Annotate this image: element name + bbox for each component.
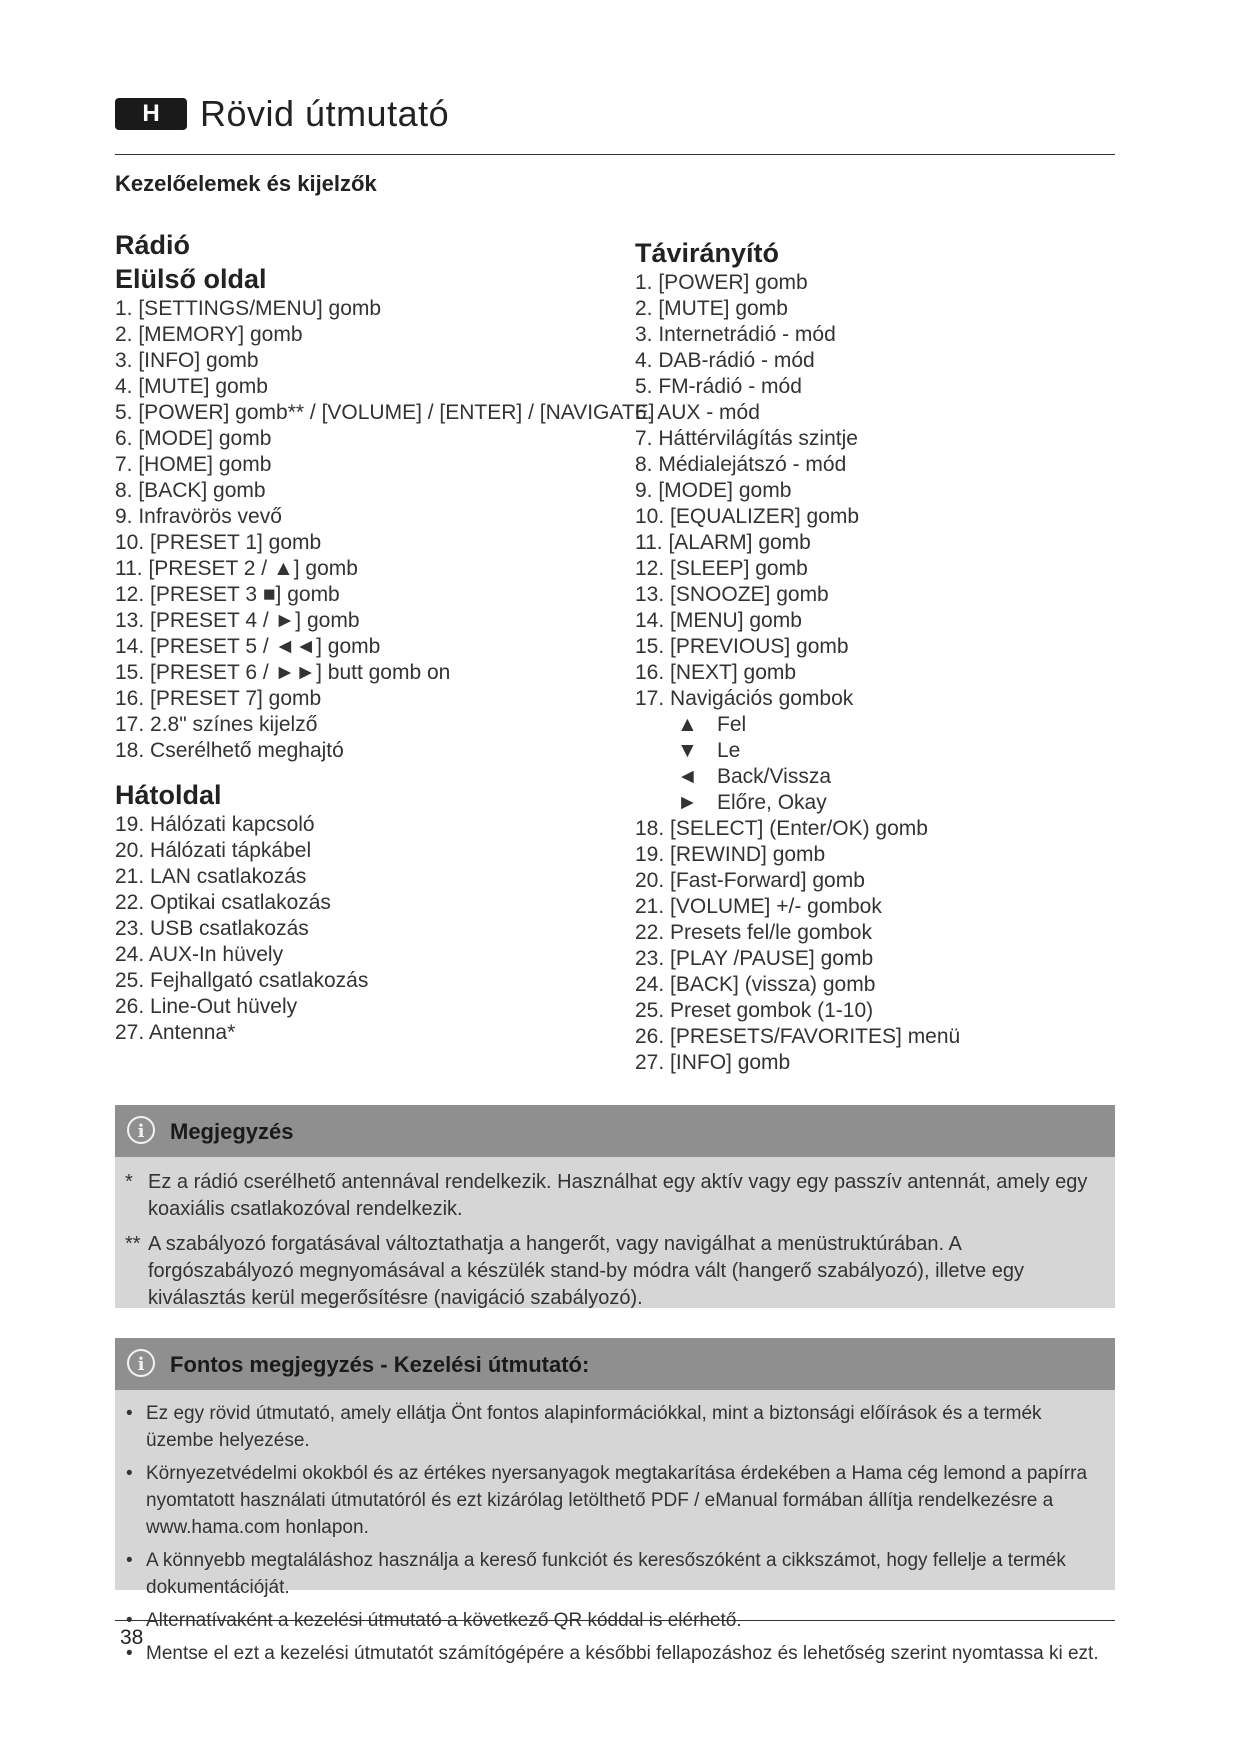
list-item: 3. Internetrádió - mód bbox=[635, 323, 836, 346]
important-body bbox=[115, 1390, 1115, 1667]
bullet-item: • Környezetvédelmi okokból és az értékes nyersanyagok megtakarítása érdekében a Hama cég lemond a papírra nyomtatott használati útmutatóról és ezt kizárólag letölthető PDF / eManual formában állítja rendelkezésre a www.hama.com honlapon. bbox=[115, 1460, 1101, 1541]
bullet-item: • Mentse el ezt a kezelési útmutatót számítógépére a későbbi fellapozáshoz és lehetőség szerint nyomtassa ki ezt. bbox=[115, 1640, 1101, 1667]
footnote: * Ez a rádió cserélhető antennával rendelkezik. Használhat egy aktív vagy egy passzív antennát, amely egy koaxiális csatlakozóval rendelkezik. bbox=[125, 1171, 1088, 1220]
bullet-item: • Ez egy rövid útmutató, amely ellátja Önt fontos alapinformációkkal, mint a biztonsági előírások és a termék üzembe helyezése. bbox=[115, 1400, 1101, 1454]
list-item: 1. [SETTINGS/MENU] gomb bbox=[115, 297, 382, 320]
list-item: 3. [INFO] gomb bbox=[115, 349, 259, 372]
back-heading: Hátoldal bbox=[115, 780, 222, 810]
note-title: Megjegyzés bbox=[170, 1119, 294, 1144]
radio-heading: Rádió bbox=[115, 230, 191, 260]
list-item: 27. [INFO] gomb bbox=[635, 1051, 791, 1074]
list-item: 14. [PRESET 5 / ◄◄] gomb bbox=[115, 635, 381, 658]
note-header bbox=[115, 1105, 1115, 1157]
list-item: 27. Antenna* bbox=[115, 1021, 236, 1044]
list-item: 18. Cserélhető meghajtó bbox=[115, 739, 344, 762]
list-item: 13. [SNOOZE] gomb bbox=[635, 583, 829, 606]
list-item: 8. [BACK] gomb bbox=[115, 479, 266, 502]
front-heading: Elülső oldal bbox=[115, 264, 267, 294]
list-item: 7. Háttérvilágítás szintje bbox=[635, 427, 858, 450]
note-body bbox=[115, 1157, 1115, 1312]
list-item: 10. [PRESET 1] gomb bbox=[115, 531, 322, 554]
list-item: 20. [Fast-Forward] gomb bbox=[635, 869, 865, 892]
nav-subitem-back: ◄ Back/Vissza bbox=[677, 765, 831, 788]
list-item: 1. [POWER] gomb bbox=[635, 271, 808, 294]
info-icon: i bbox=[127, 1116, 155, 1144]
list-item: 23. USB csatlakozás bbox=[115, 917, 309, 940]
arrow-right-icon: ► bbox=[677, 791, 698, 814]
nav-subitem-up: ▲ Fel bbox=[677, 713, 747, 736]
page-title: Rövid útmutató bbox=[200, 93, 450, 134]
arrow-left-icon: ◄ bbox=[677, 765, 698, 788]
list-item: 16. [PRESET 7] gomb bbox=[115, 687, 322, 710]
list-item: 23. [PLAY /PAUSE] gomb bbox=[635, 947, 874, 970]
list-item: 9. Infravörös vevő bbox=[115, 505, 282, 528]
footnote: ** A szabályozó forgatásával változtathatja a hangerőt, vagy navigálhat a menüstruktúrában. A forgószabályozó megnyomásával a készülék stand-by módra vált (hangerő szabályozó), illetve egy kiválasztás kerül megerősítésre (navigáció szabályozó). bbox=[125, 1233, 1025, 1309]
list-item: 9. [MODE] gomb bbox=[635, 479, 792, 502]
list-item: 15. [PRESET 6 / ►►] butt gomb on bbox=[115, 661, 451, 684]
arrow-up-icon: ▲ bbox=[677, 713, 698, 736]
bullet-item: • Alternatívaként a kezelési útmutató a következő QR kóddal is elérhető. bbox=[115, 1607, 1101, 1634]
info-icon: i bbox=[127, 1349, 155, 1377]
list-item: 26. Line-Out hüvely bbox=[115, 995, 298, 1018]
list-item: 12. [PRESET 3 ■] gomb bbox=[115, 583, 340, 606]
back-list bbox=[115, 812, 635, 1046]
remote-list bbox=[635, 270, 1115, 1076]
list-item: 2. [MEMORY] gomb bbox=[115, 323, 303, 346]
list-item: 18. [SELECT] (Enter/OK) gomb bbox=[635, 817, 928, 840]
list-item: 22. Presets fel/le gombok bbox=[635, 921, 872, 944]
list-item: 16. [NEXT] gomb bbox=[635, 661, 797, 684]
list-item: 22. Optikai csatlakozás bbox=[115, 891, 331, 914]
list-item: 6. [MODE] gomb bbox=[115, 427, 272, 450]
list-item: 21. [VOLUME] +/- gombok bbox=[635, 895, 882, 918]
list-item: 8. Médialejátszó - mód bbox=[635, 453, 847, 476]
note-box bbox=[115, 1105, 1115, 1308]
list-item: 4. [MUTE] gomb bbox=[115, 375, 268, 398]
list-item: 15. [PREVIOUS] gomb bbox=[635, 635, 849, 658]
list-item: 11. [ALARM] gomb bbox=[635, 531, 811, 554]
nav-subitem-forward: ► Előre, Okay bbox=[677, 791, 827, 814]
list-item: 17. Navigációs gombok bbox=[635, 687, 854, 710]
list-item: 4. DAB-rádió - mód bbox=[635, 349, 815, 372]
top-divider bbox=[115, 154, 1115, 155]
important-header bbox=[115, 1338, 1115, 1390]
list-item: 5. FM-rádió - mód bbox=[635, 375, 802, 398]
page-number: 38 bbox=[120, 1626, 144, 1649]
section-title: Kezelőelemek és kijelzők bbox=[115, 171, 377, 196]
nav-subitem-down: ▼ Le bbox=[677, 739, 741, 762]
list-item: 7. [HOME] gomb bbox=[115, 453, 272, 476]
radio-column bbox=[115, 228, 655, 1046]
list-item: 25. Preset gombok (1-10) bbox=[635, 999, 874, 1022]
list-item: 11. [PRESET 2 / ▲] gomb bbox=[115, 557, 358, 580]
list-item: 5. [POWER] gomb** / [VOLUME] / [ENTER] / [NAVIGATE] bbox=[115, 401, 655, 424]
list-item: 6. AUX - mód bbox=[635, 401, 760, 424]
list-item: 21. LAN csatlakozás bbox=[115, 865, 307, 888]
front-list bbox=[115, 296, 655, 764]
language-badge: H bbox=[115, 98, 187, 130]
important-title: Fontos megjegyzés - Kezelési útmutató: bbox=[170, 1352, 590, 1377]
bullet-item: • A könnyebb megtaláláshoz használja a kereső funkciót és keresőszóként a cikkszámot, hogy fellelje a termék dokumentációját. bbox=[115, 1547, 1101, 1601]
list-item: 24. AUX-In hüvely bbox=[115, 943, 284, 966]
list-item: 20. Hálózati tápkábel bbox=[115, 839, 312, 862]
bottom-divider bbox=[115, 1620, 1115, 1621]
remote-column bbox=[635, 236, 1115, 1076]
list-item: 19. [REWIND] gomb bbox=[635, 843, 826, 866]
list-item: 2. [MUTE] gomb bbox=[635, 297, 788, 320]
list-item: 25. Fejhallgató csatlakozás bbox=[115, 969, 369, 992]
list-item: 13. [PRESET 4 / ►] gomb bbox=[115, 609, 360, 632]
list-item: 14. [MENU] gomb bbox=[635, 609, 802, 632]
list-item: 24. [BACK] (vissza) gomb bbox=[635, 973, 876, 996]
list-item: 19. Hálózati kapcsoló bbox=[115, 813, 315, 836]
list-item: 10. [EQUALIZER] gomb bbox=[635, 505, 860, 528]
list-item: 17. 2.8" színes kijelző bbox=[115, 713, 318, 736]
list-item: 12. [SLEEP] gomb bbox=[635, 557, 808, 580]
arrow-down-icon: ▼ bbox=[677, 739, 698, 762]
list-item: 26. [PRESETS/FAVORITES] menü bbox=[635, 1025, 961, 1048]
remote-heading: Távirányító bbox=[635, 238, 780, 268]
